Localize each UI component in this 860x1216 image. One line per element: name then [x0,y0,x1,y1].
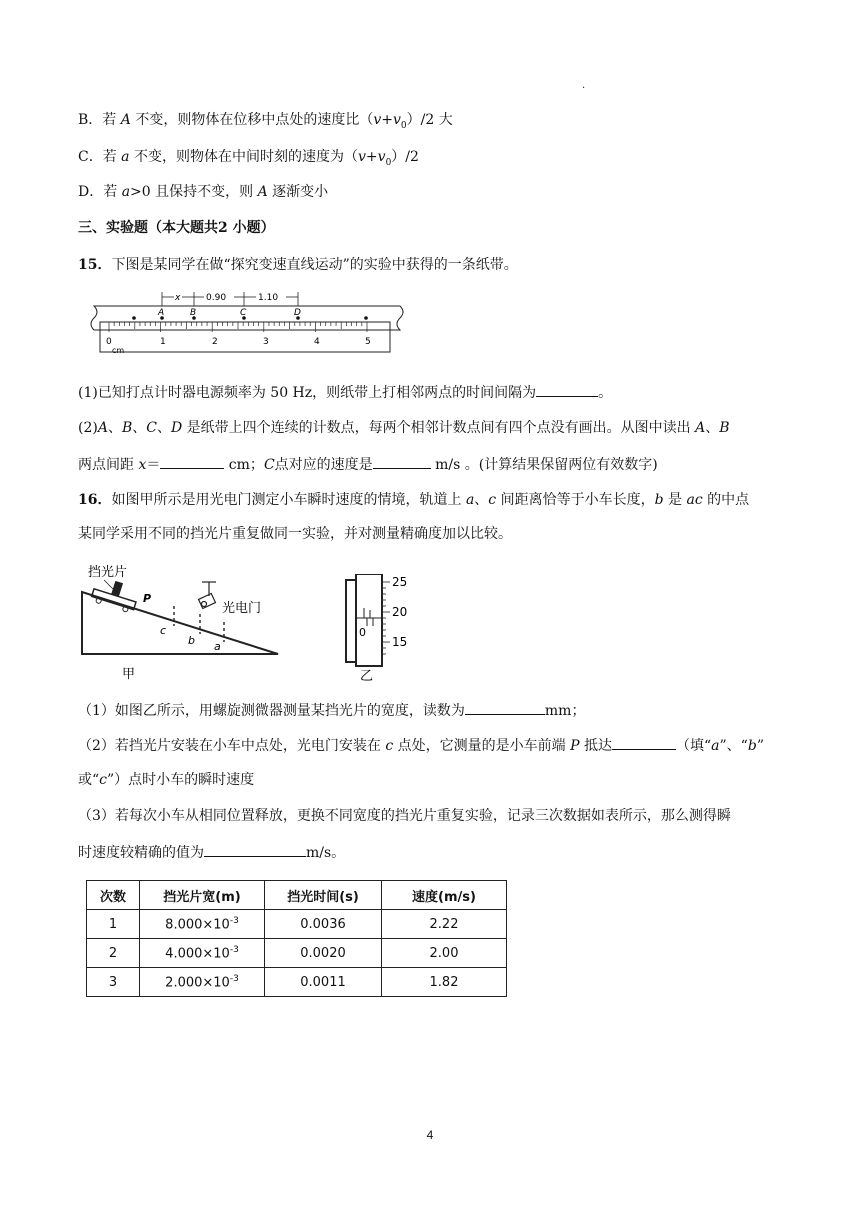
zero-mark: 0 [359,626,366,639]
option-c: C．若 a 不变，则物体在中间时刻的速度为$(v+v_0)/2$ [78,149,419,168]
data-table [86,880,507,997]
label-shade: 挡光片 [88,565,128,580]
table-cell: $2.000\times 10^{-3}$ [140,968,265,997]
point-a: A [158,308,165,318]
table-cell: 2.00 [382,939,507,968]
table-cell: 0.0020 [265,939,382,968]
q15-part2-line2: 两点间距 x＝ cm；C点对应的速度是 m/s 。(计算结果保留两位有效数字) [78,454,658,475]
tick-15: 15 [392,635,408,649]
dim-090: 0.90 [206,293,227,303]
label-c: c [160,624,167,637]
q16-part3-line1: （3）若每次小车从相同位置释放，更换不同宽度的挡光片重复实验，记录三次数据如表所示，那么测得瞬 [78,808,731,824]
tick-20: 20 [392,605,408,619]
table-cell: 0.0011 [265,968,382,997]
caption-yi: 乙 [360,669,374,682]
table-header: 速度(m/s) [382,881,507,910]
table-cell: 2.22 [382,910,507,939]
scale-2: 2 [212,337,218,347]
scale-5: 5 [365,337,371,347]
q15-part1: (1)已知打点计时器电源频率为 50 Hz，则纸带上打相邻两点的时间间隔为 。 [78,382,612,403]
q16-stem-line1: 16．如图甲所示是用光电门测定小车瞬时速度的情境，轨道上 a、c 间距离恰等于小车长度，b 是 ac 的中点 [78,492,750,508]
table-row [87,939,507,968]
q16-part2-line1: （2）若挡光片安装在小车中点处，光电门安装在 c 点处，它测量的是小车前端 P 抵达 （填“a”、“b” [78,735,764,756]
figure-yi-micrometer [342,574,432,682]
table-cell: $4.000\times 10^{-3}$ [140,939,265,968]
answer-blank-q15-1[interactable] [536,382,598,397]
figure-jia-incline [78,560,288,684]
scale-3: 3 [263,337,269,347]
q15-stem: 15．下图是某同学在做“探究变速直线运动”的实验中获得的一条纸带。 [78,257,518,273]
label-a: a [214,640,221,653]
answer-blank-q15-2b[interactable] [373,454,431,469]
table-header: 挡光片宽(m) [140,881,265,910]
table-header: 次数 [87,881,140,910]
tick-25: 25 [392,575,408,589]
table-cell: 0.0036 [265,910,382,939]
table-cell: 2 [87,939,140,968]
point-b: B [190,308,197,318]
table-cell: $8.000\times 10^{-3}$ [140,910,265,939]
table-cell: 1.82 [382,968,507,997]
header-mark: . [582,80,586,91]
table-cell: 1 [87,910,140,939]
scale-1: 1 [160,337,166,347]
q15-part2-line1: (2)A、B、C、D 是纸带上四个连续的计数点，每两个相邻计数点间有四个点没有画出。从图中读出 A、B [78,420,730,436]
label-gate: 光电门 [222,601,262,616]
paper-tape-figure [82,286,412,358]
label-p: P [143,592,152,605]
q16-stem-line2: 某同学采用不同的挡光片重复做同一实验，并对测量精确度加以比较。 [78,526,512,542]
answer-blank-q16-2[interactable] [612,735,676,750]
q16-part2-line2: 或“c”）点时小车的瞬时速度 [78,772,255,788]
scale-unit: cm [112,346,125,355]
dim-x: x [175,293,181,303]
table-header: 挡光时间(s) [265,881,382,910]
scale-0: 0 [106,337,112,347]
point-c: C [240,308,247,318]
caption-jia: 甲 [122,667,136,682]
answer-blank-q16-1[interactable] [465,700,545,715]
q16-part1: （1）如图乙所示，用螺旋测微器测量某挡光片的宽度，读数为 mm； [78,700,585,721]
q16-part3-line2: 时速度较精确的值为 m/s。 [78,842,345,863]
section-title: 三、实验题（本大题共2 小题） [78,220,275,236]
table-row [87,968,507,997]
page-number: 4 [426,1128,434,1142]
scale-4: 4 [314,337,320,347]
table-cell: 3 [87,968,140,997]
label-b: b [188,634,195,647]
point-d: D [294,308,301,318]
option-d: D．若 a>0 且保持不变，则 A 逐渐变小 [78,184,329,200]
option-b: B．若 A 不变，则物体在位移中点处的速度比$(v+v_0)/2$ 大 [78,112,453,131]
answer-blank-q16-3[interactable] [204,842,306,857]
table-header-row [87,881,507,910]
answer-blank-q15-2a[interactable] [160,454,224,469]
table-row [87,910,507,939]
dim-110: 1.10 [258,293,279,303]
